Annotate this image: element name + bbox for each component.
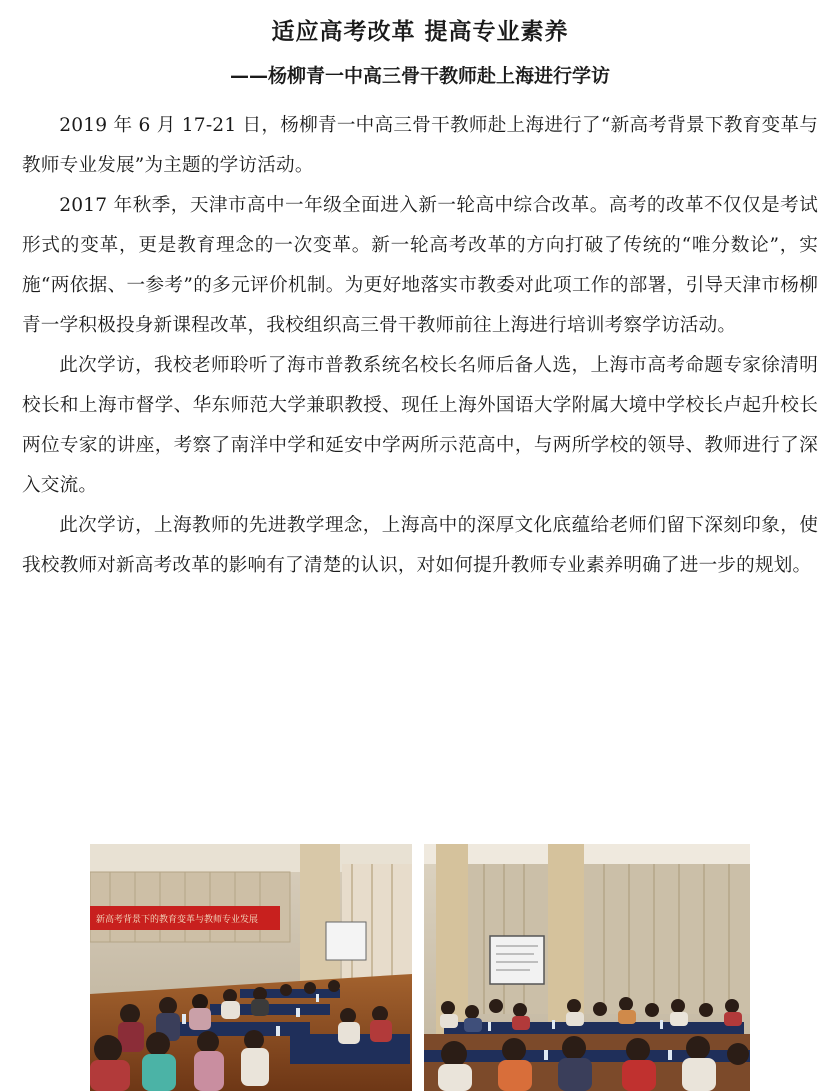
lecture-photo-left [90, 844, 412, 1091]
article [22, 0, 818, 586]
paragraph-3: 此次学访，我校老师聆听了海市普教系统名校长名师后备人选，上海市高考命题专家徐清明校长和上海市督学、华东师范大学兼职教授、现任上海外国语大学附属大境中学校长卢起升校长两位专家的讲座，考察了南洋中学和延安中学两所示范高中，与两所学校的领导、教师进行了深入交流。 [22, 355, 818, 496]
banner-text: 新高考背景下的教育变革与教师专业发展 [96, 915, 259, 925]
article-body [22, 106, 818, 586]
paragraph-2: 2017 年秋季，天津市高中一年级全面进入新一轮高中综合改革。高考的改革不仅仅是考试形式的变革，更是教育理念的一次变革。新一轮高考改革的方向打破了传统的“唯分数论”，实施“两依据、一参考”的多元评价机制。为更好地落实市教委对此项工作的部署，引导天津市杨柳青一学积极投身新课程改革，我校组织高三骨干教师前往上海进行培训考察学访活动。 [22, 195, 818, 336]
paragraph-4: 此次学访，上海教师的先进教学理念，上海高中的深厚文化底蕴给老师们留下深刻印象，使我校教师对新高考改革的影响有了清楚的认识，对如何提升教师专业素养明确了进一步的规划。 [22, 515, 818, 576]
photo-row [90, 844, 750, 1091]
article-subtitle: ——杨柳青一中高三骨干教师赴上海进行学访 [229, 65, 610, 87]
paragraph-1: 2019 年 6 月 17-21 日，杨柳青一中高三骨干教师赴上海进行了“新高考背景下教育变革与教师专业发展”为主题的学访活动。 [22, 115, 818, 176]
article-title: 适应高考改革 提高专业素养 [271, 19, 569, 45]
lecture-photo-right [424, 844, 750, 1091]
